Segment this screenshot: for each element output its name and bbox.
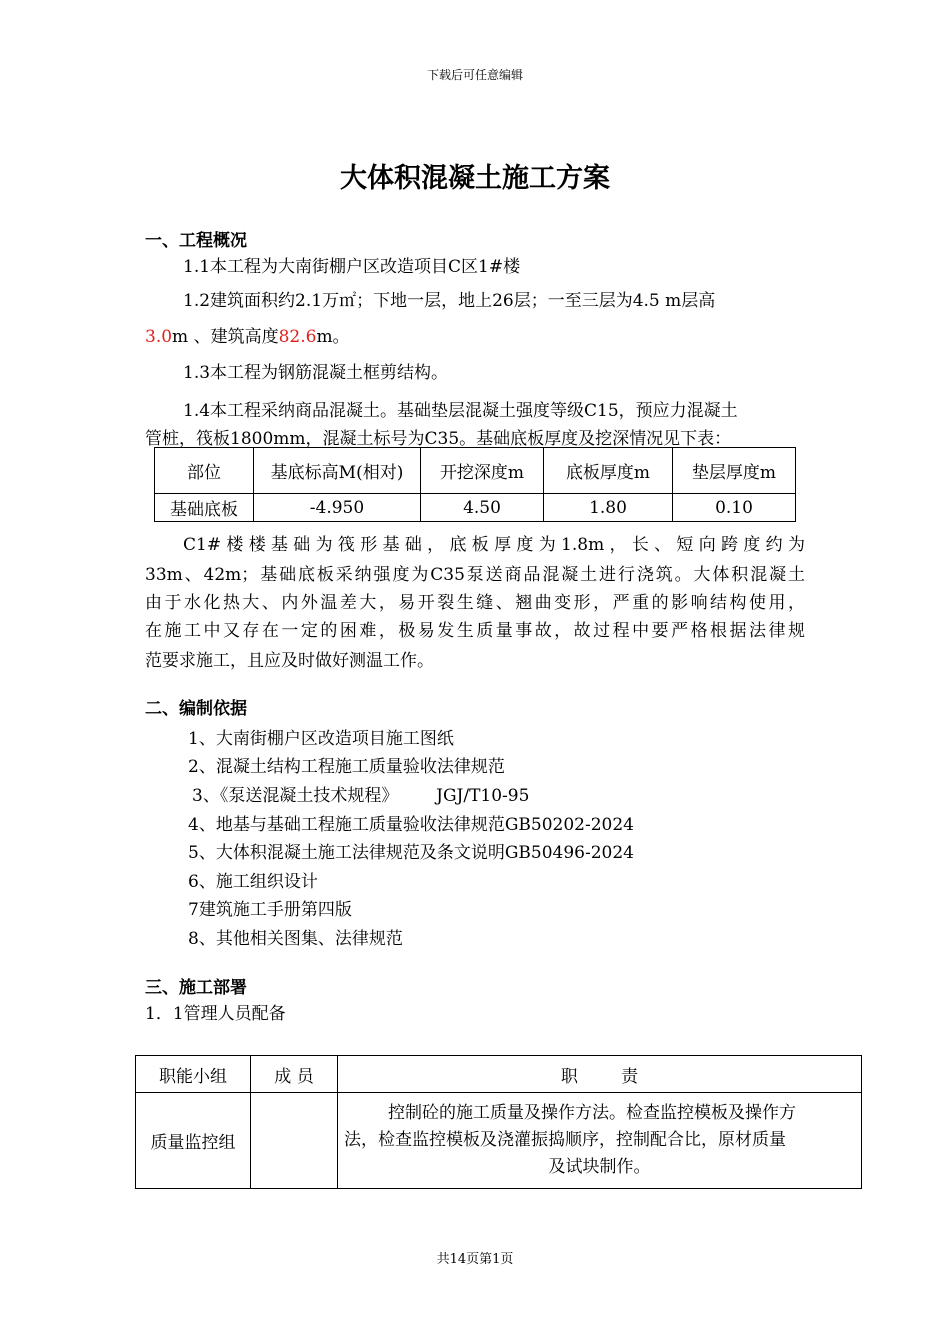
floor-height-text: m 、建筑高度 xyxy=(172,327,279,347)
page-footer: 共14页第1页 xyxy=(436,1252,514,1267)
paragraph-1-1: 1.1本工程为大南街棚户区改造项目C区1#楼 xyxy=(183,257,521,277)
table-cell: 1.80 xyxy=(544,494,673,522)
section-heading-overview: 一、工程概况 xyxy=(145,231,247,251)
description-line: 由于水化热大、内外温差大，易开裂生缝、翘曲变形，严重的影响结构使用， xyxy=(145,593,805,613)
table-header-cell: 成 员 xyxy=(251,1056,338,1093)
foundation-table xyxy=(154,447,796,522)
paragraph-1-2-line2 xyxy=(145,322,350,347)
table-cell: -4.950 xyxy=(254,494,421,522)
list-item: 7建筑施工手册第四版 xyxy=(188,900,352,920)
list-item: 5、大体积混凝土施工法律规范及条文说明GB50496-2024 xyxy=(188,843,634,863)
subsection-title: 1．1管理人员配备 xyxy=(145,1004,286,1024)
paragraph-1-2-line1: 1.2建筑面积约2.1万㎡；下地一层，地上26层；一至三层为4.5 m层高 xyxy=(183,291,716,311)
table-cell: 0.10 xyxy=(673,494,796,522)
staff-table xyxy=(135,1055,862,1189)
list-item: 1、大南街棚户区改造项目施工图纸 xyxy=(188,729,454,749)
paragraph-1-3: 1.3本工程为钢筋混凝土框剪结构。 xyxy=(183,363,449,383)
duty-line: 及试块制作。 xyxy=(548,1157,651,1177)
duty-line: 法，检查监控模板及浇灌振捣顺序，控制配合比，原材质量 xyxy=(344,1130,786,1150)
table-cell xyxy=(251,1093,338,1189)
document-title: 大体积混凝土施工方案 xyxy=(340,163,610,194)
building-height-unit: m。 xyxy=(316,327,350,347)
paragraph-1-4-line2: 管桩，筏板1800mm，混凝土标号为C35。基础底板厚度及挖深情况见下表： xyxy=(145,429,732,449)
list-item: 2、混凝土结构工程施工质量验收法律规范 xyxy=(188,757,505,777)
table-cell: 质量监控组 xyxy=(136,1093,251,1189)
table-cell: 基础底板 xyxy=(155,494,254,522)
table-header-cell: 职 责 xyxy=(338,1056,862,1093)
table-row xyxy=(155,494,796,522)
building-height-value: 82.6 xyxy=(278,327,317,347)
table-header-row xyxy=(136,1056,862,1093)
description-line: C1#楼楼基础为筏形基础，底板厚度为1.8m，长、短向跨度约为 xyxy=(183,535,805,555)
table-header-cell: 基底标高M(相对) xyxy=(254,448,421,494)
list-item: 8、其他相关图集、法律规范 xyxy=(188,929,403,949)
duty-cell xyxy=(338,1093,862,1189)
duty-line: 控制砼的施工质量及操作方法。检查监控模板及操作方 xyxy=(388,1103,796,1123)
section-heading-deployment: 三、施工部署 xyxy=(145,978,247,998)
table-cell: 4.50 xyxy=(421,494,544,522)
table-header-cell: 垫层厚度m xyxy=(673,448,796,494)
description-line: 在施工中又存在一定的困难，极易发生质量事故，故过程中要严格根据法律规 xyxy=(145,621,805,641)
section-heading-basis: 二、编制依据 xyxy=(145,699,247,719)
table-header-row xyxy=(155,448,796,494)
list-item: 6、施工组织设计 xyxy=(188,872,318,892)
table-header-cell: 开挖深度m xyxy=(421,448,544,494)
description-line: 范要求施工，且应及时做好测温工作。 xyxy=(145,651,434,671)
table-header-cell: 职能小组 xyxy=(136,1056,251,1093)
paragraph-1-4-line1: 1.4本工程采纳商品混凝土。基础垫层混凝土强度等级C15，预应力混凝土 xyxy=(183,401,738,421)
table-header-cell: 部位 xyxy=(155,448,254,494)
list-item: 3、《泵送混凝土技术规程》 JGJ/T10-95 xyxy=(192,786,530,806)
page-header: 下载后可任意编辑 xyxy=(426,68,523,82)
floor-height-value: 3.0 xyxy=(145,327,173,347)
list-item: 4、地基与基础工程施工质量验收法律规范GB50202-2024 xyxy=(188,815,634,835)
table-row xyxy=(136,1093,862,1189)
description-line: 33m、42m；基础底板采纳强度为C35泵送商品混凝土进行浇筑。大体积混凝土 xyxy=(145,565,805,585)
table-header-cell: 底板厚度m xyxy=(544,448,673,494)
